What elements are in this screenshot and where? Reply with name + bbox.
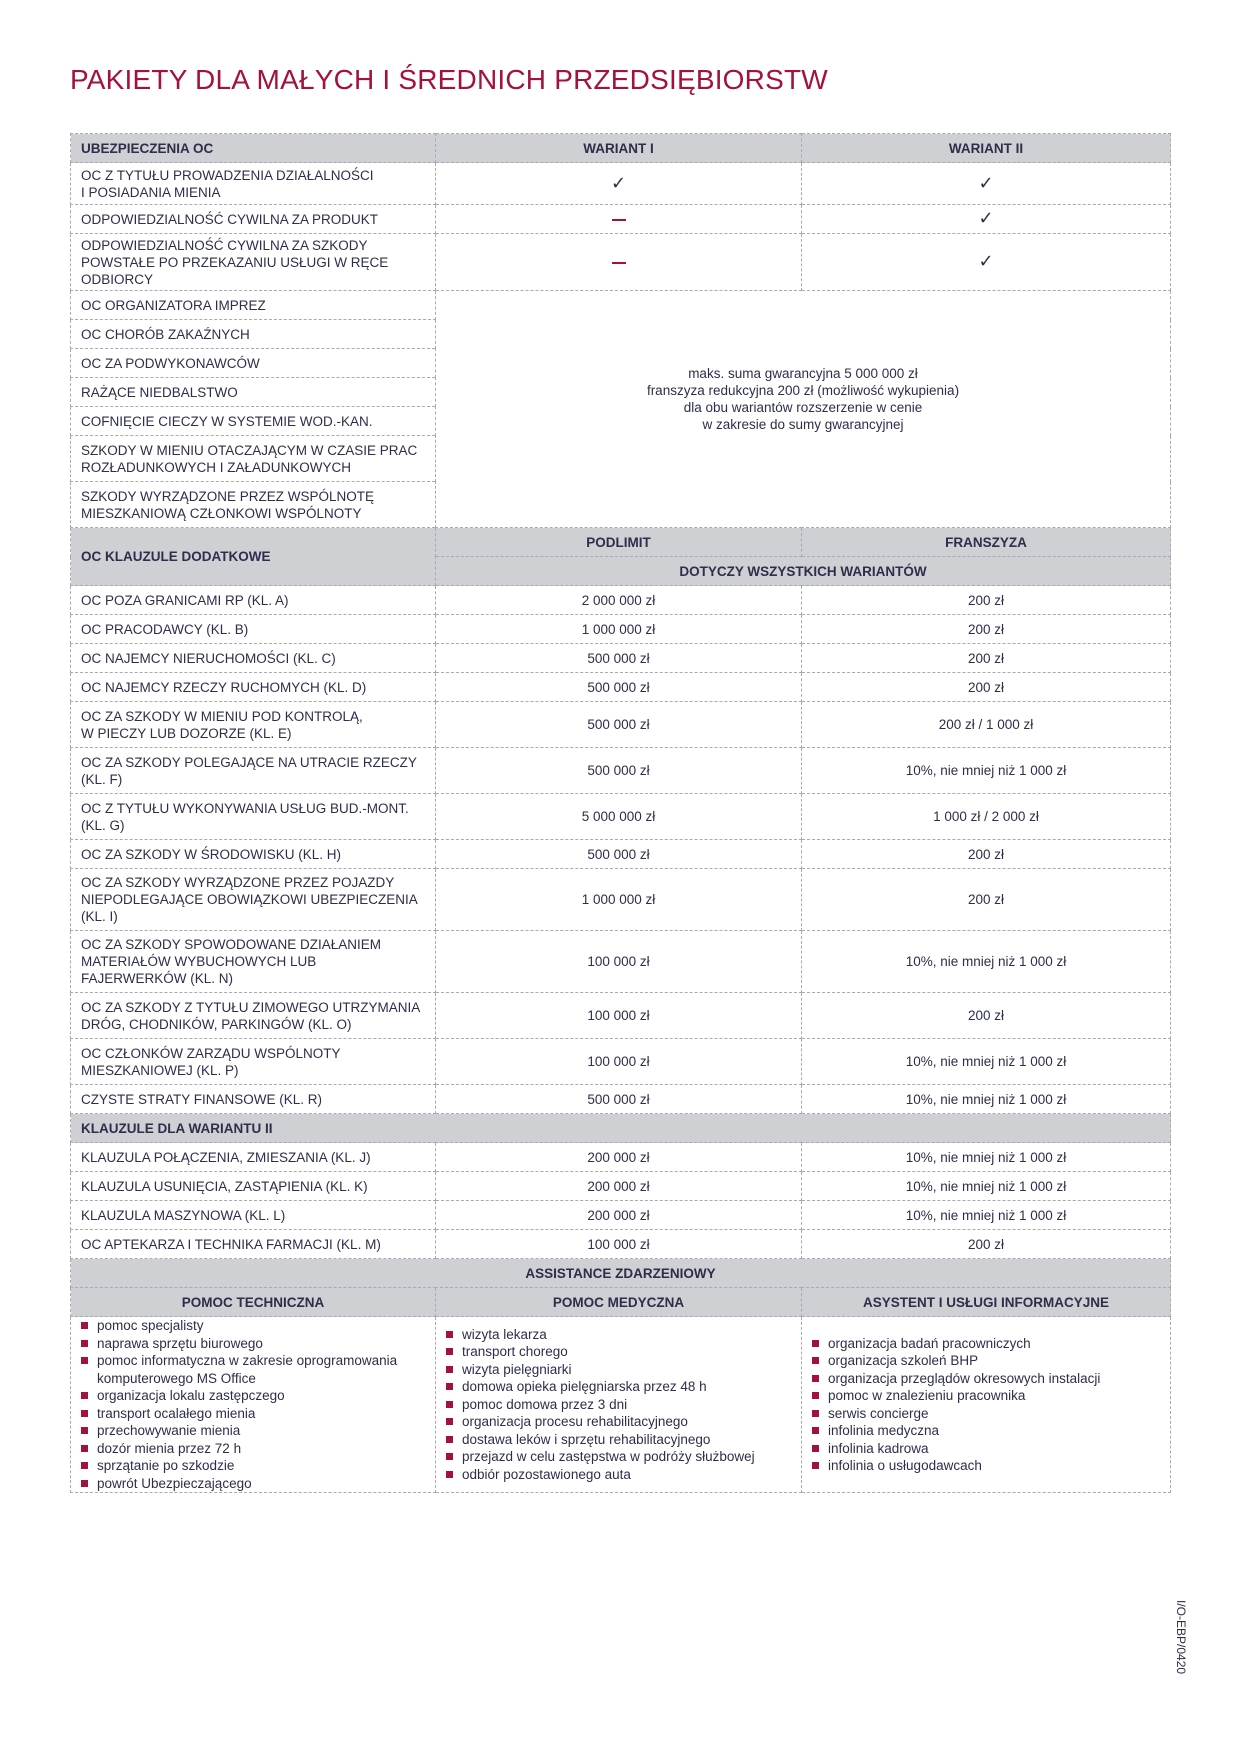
wariant2-label: KLAUZULA MASZYNOWA (KL. L) [71, 1201, 436, 1230]
oc-extra-label: SZKODY WYRZĄDZONE PRZEZ WSPÓLNOTĘ MIESZKANIOWĄ CZŁONKOWI WSPÓLNOTY [71, 482, 436, 528]
list-item [446, 1396, 791, 1414]
wariant-2-value [802, 234, 1171, 291]
klauzula-podlimit: 2 000 000 zł [436, 586, 802, 615]
wariant2-row [71, 1230, 1171, 1259]
klauzula-franszyza: 1 000 zł / 2 000 zł [802, 794, 1171, 840]
wariant2-franszyza: 10%, nie mniej niż 1 000 zł [802, 1201, 1171, 1230]
klauzula-label: OC CZŁONKÓW ZARZĄDU WSPÓLNOTY MIESZKANIOWEJ (KL. P) [71, 1039, 436, 1085]
list-item [81, 1475, 425, 1493]
bullet-square-icon [81, 1340, 88, 1347]
coverage-table [70, 133, 1171, 1493]
klauzula-row [71, 615, 1171, 644]
oc-row [71, 163, 1171, 205]
check-icon: ✓ [610, 172, 627, 193]
list-item-text: pomoc w znalezieniu pracownika [828, 1388, 1026, 1403]
list-item-text: domowa opieka pielęgniarska przez 48 h [462, 1379, 707, 1395]
wariant2-podlimit: 200 000 zł [436, 1172, 802, 1201]
bullet-square-icon [81, 1480, 88, 1487]
document-code: I/O-EBP/0420 [1174, 1600, 1188, 1675]
klauzula-franszyza: 10%, nie mniej niż 1 000 zł [802, 1085, 1171, 1114]
wariant-2-value [802, 205, 1171, 234]
wariant2-franszyza: 200 zł [802, 1230, 1171, 1259]
list-item [446, 1413, 791, 1431]
bullet-square-icon [812, 1357, 819, 1364]
check-icon: ✓ [978, 172, 994, 193]
oc-extra-label: RAŻĄCE NIEDBALSTWO [71, 378, 436, 407]
list-item-text: przejazd w celu zastępstwa w podróży służbowej [462, 1449, 755, 1465]
bullet-square-icon [812, 1340, 819, 1347]
klauzula-row [71, 840, 1171, 869]
klauzula-franszyza: 200 zł [802, 615, 1171, 644]
list-item-text: pomoc informatyczna w zakresie oprogramowania komputerowego MS Office [97, 1353, 398, 1386]
coverage-table-body [71, 134, 1171, 1493]
list-item-text: pomoc domowa przez 3 dni [462, 1396, 628, 1412]
assistance-list [812, 1335, 1160, 1475]
assistance-lists-row [71, 1317, 1171, 1493]
klauzula-franszyza: 200 zł [802, 869, 1171, 931]
list-item [446, 1326, 791, 1344]
klauzula-label: OC POZA GRANICAMI RP (KL. A) [71, 586, 436, 615]
list-item [812, 1422, 1160, 1440]
list-item [446, 1466, 791, 1484]
wariant-2-value [802, 163, 1171, 205]
klauzula-franszyza: 10%, nie mniej niż 1 000 zł [802, 748, 1171, 794]
bullet-square-icon [446, 1366, 453, 1373]
assistance-column-title: ASYSTENT I USŁUGI INFORMACYJNE [802, 1288, 1171, 1317]
klauzula-row [71, 1085, 1171, 1114]
klauzula-podlimit: 500 000 zł [436, 702, 802, 748]
klauzula-franszyza: 200 zł [802, 586, 1171, 615]
oc-row [71, 234, 1171, 291]
klauzula-podlimit: 500 000 zł [436, 644, 802, 673]
klauzula-label: OC PRACODAWCY (KL. B) [71, 615, 436, 644]
oc-extra-label: COFNIĘCIE CIECZY W SYSTEMIE WOD.-KAN. [71, 407, 436, 436]
klauzula-row [71, 869, 1171, 931]
klauzula-label: OC Z TYTUŁU WYKONYWANIA USŁUG BUD.-MONT. (KL. G) [71, 794, 436, 840]
list-item [446, 1431, 791, 1449]
oc-row [71, 205, 1171, 234]
klauzula-franszyza: 200 zł [802, 840, 1171, 869]
wariant-1-value [436, 234, 802, 291]
list-item [812, 1352, 1160, 1370]
wariant2-label: OC APTEKARZA I TECHNIKA FARMACJI (KL. M) [71, 1230, 436, 1259]
list-item-text: infolinia medyczna [828, 1423, 940, 1438]
klauzula-podlimit: 500 000 zł [436, 673, 802, 702]
wariant-1-value [436, 205, 802, 234]
list-item-text: odbiór pozostawionego auta [462, 1466, 631, 1482]
klauzula-row [71, 702, 1171, 748]
klauzula-franszyza: 200 zł [802, 993, 1171, 1039]
wariant2-row [71, 1201, 1171, 1230]
list-item [81, 1335, 425, 1353]
bullet-square-icon [81, 1357, 88, 1364]
klauzule-header-row [71, 528, 1171, 557]
klauzula-label: OC ZA SZKODY POLEGAJĄCE NA UTRACIE RZECZY (KL. F) [71, 748, 436, 794]
list-item [81, 1457, 425, 1475]
assistance-column-title: POMOC TECHNICZNA [71, 1288, 436, 1317]
list-item-text: powrót Ubezpieczającego [97, 1475, 252, 1491]
list-item-text: pomoc specjalisty [97, 1318, 204, 1333]
list-item [81, 1405, 425, 1423]
list-item-text: wizyta lekarza [462, 1326, 547, 1342]
franszyza-header: FRANSZYZA [802, 528, 1171, 557]
klauzula-label: OC ZA SZKODY Z TYTUŁU ZIMOWEGO UTRZYMANIA DRÓG, CHODNIKÓW, PARKINGÓW (KL. O) [71, 993, 436, 1039]
wariant-1-header: WARIANT I [436, 134, 802, 163]
bullet-square-icon [446, 1383, 453, 1390]
wariant2-franszyza: 10%, nie mniej niż 1 000 zł [802, 1172, 1171, 1201]
klauzula-podlimit: 1 000 000 zł [436, 615, 802, 644]
dash-icon [612, 219, 626, 221]
klauzula-row [71, 931, 1171, 993]
list-item [446, 1343, 791, 1361]
list-item [81, 1317, 425, 1335]
list-item-text: organizacja badań pracowniczych [828, 1335, 1031, 1351]
list-item-text: sprzątanie po szkodzie [97, 1458, 235, 1473]
bullet-square-icon [446, 1418, 453, 1425]
list-item-text: organizacja procesu rehabilitacyjnego [462, 1414, 688, 1430]
list-item-text: infolinia kadrowa [828, 1440, 929, 1456]
bullet-square-icon [812, 1427, 819, 1434]
oc-header-label: UBEZPIECZENIA OC [71, 134, 436, 163]
wariant2-header: KLAUZULE DLA WARIANTU II [71, 1114, 1171, 1143]
check-icon: ✓ [978, 251, 994, 271]
list-item-text: serwis concierge [828, 1405, 929, 1421]
klauzula-label: OC ZA SZKODY SPOWODOWANE DZIAŁANIEM MATERIAŁÓW WYBUCHOWYCH LUB FAJERWERKÓW (KL. N) [71, 931, 436, 993]
wariant2-row [71, 1143, 1171, 1172]
bullet-square-icon [446, 1453, 453, 1460]
check-icon: ✓ [978, 208, 994, 228]
wariant-2-header: WARIANT II [802, 134, 1171, 163]
list-item [81, 1387, 425, 1405]
list-item-text: transport ocalałego mienia [97, 1405, 256, 1421]
bullet-square-icon [81, 1445, 88, 1452]
klauzula-podlimit: 100 000 zł [436, 931, 802, 993]
all-variants-subheader: DOTYCZY WSZYSTKICH WARIANTÓW [436, 557, 1171, 586]
dash-icon [612, 262, 626, 264]
klauzula-row [71, 586, 1171, 615]
bullet-square-icon [446, 1471, 453, 1478]
klauzula-label: OC NAJEMCY RZECZY RUCHOMYCH (KL. D) [71, 673, 436, 702]
bullet-square-icon [812, 1462, 819, 1469]
wariant2-podlimit: 200 000 zł [436, 1201, 802, 1230]
list-item-text: infolinia o usługodawcach [828, 1458, 982, 1473]
list-item-text: transport chorego [462, 1344, 568, 1360]
assistance-header: ASSISTANCE ZDARZENIOWY [71, 1259, 1171, 1288]
klauzula-podlimit: 500 000 zł [436, 1085, 802, 1114]
bullet-square-icon [812, 1410, 819, 1417]
list-item [81, 1422, 425, 1440]
assistance-list-cell [71, 1317, 436, 1493]
list-item-text: przechowywanie mienia [97, 1423, 241, 1438]
klauzula-franszyza: 200 zł [802, 673, 1171, 702]
oc-row-label: ODPOWIEDZIALNOŚĆ CYWILNA ZA PRODUKT [71, 205, 436, 234]
list-item [446, 1448, 791, 1466]
klauzula-franszyza: 200 zł / 1 000 zł [802, 702, 1171, 748]
oc-extra-label: OC CHORÓB ZAKAŹNYCH [71, 320, 436, 349]
klauzula-podlimit: 500 000 zł [436, 840, 802, 869]
list-item-text: organizacja przeglądów okresowych instalacji [828, 1370, 1101, 1386]
assistance-list-cell [802, 1317, 1171, 1493]
podlimit-header: PODLIMIT [436, 528, 802, 557]
list-item-text: wizyta pielęgniarki [462, 1361, 572, 1377]
list-item [81, 1440, 425, 1458]
list-item [81, 1352, 425, 1387]
bullet-square-icon [446, 1331, 453, 1338]
list-item-text: dozór mienia przez 72 h [97, 1440, 242, 1456]
klauzula-row [71, 794, 1171, 840]
oc-row-label: OC Z TYTUŁU PROWADZENIA DZIAŁALNOŚCI I POSIADANIA MIENIA [71, 163, 436, 205]
wariant2-row [71, 1172, 1171, 1201]
list-item-text: organizacja szkoleń BHP [828, 1353, 979, 1368]
klauzula-podlimit: 1 000 000 zł [436, 869, 802, 931]
klauzula-franszyza: 10%, nie mniej niż 1 000 zł [802, 1039, 1171, 1085]
bullet-square-icon [446, 1401, 453, 1408]
wariant-1-value [436, 163, 802, 205]
klauzula-label: OC NAJEMCY NIERUCHOMOŚCI (KL. C) [71, 644, 436, 673]
bullet-square-icon [81, 1410, 88, 1417]
klauzula-row [71, 1039, 1171, 1085]
bullet-square-icon [446, 1436, 453, 1443]
klauzula-label: OC ZA SZKODY W MIENIU POD KONTROLĄ, W PIECZY LUB DOZORZE (KL. E) [71, 702, 436, 748]
assistance-list-cell [436, 1317, 802, 1493]
list-item [812, 1457, 1160, 1475]
wariant2-header-row [71, 1114, 1171, 1143]
klauzula-franszyza: 10%, nie mniej niż 1 000 zł [802, 931, 1171, 993]
klauzula-row [71, 644, 1171, 673]
oc-row-label: ODPOWIEDZIALNOŚĆ CYWILNA ZA SZKODY POWSTAŁE PO PRZEKAZANIU USŁUGI W RĘCE ODBIORCY [71, 234, 436, 291]
oc-extra-label: OC ZA PODWYKONAWCÓW [71, 349, 436, 378]
assistance-columns-row [71, 1288, 1171, 1317]
bullet-square-icon [81, 1427, 88, 1434]
oc-extra-row [71, 291, 1171, 320]
klauzula-label: CZYSTE STRATY FINANSOWE (KL. R) [71, 1085, 436, 1114]
list-item [812, 1405, 1160, 1423]
merged-coverage-note: maks. suma gwarancyjna 5 000 000 zł franszyza redukcyjna 200 zł (możliwość wykupienia) dla obu wariantów rozszerzenie w cenie w zakresie do sumy gwarancyjnej [436, 291, 1171, 528]
bullet-square-icon [812, 1392, 819, 1399]
klauzula-label: OC ZA SZKODY WYRZĄDZONE PRZEZ POJAZDY NIEPODLEGAJĄCE OBOWIĄZKOWI UBEZPIECZENIA (KL. I) [71, 869, 436, 931]
bullet-square-icon [812, 1375, 819, 1382]
list-item [446, 1378, 791, 1396]
list-item [812, 1387, 1160, 1405]
bullet-square-icon [81, 1462, 88, 1469]
list-item [812, 1370, 1160, 1388]
oc-header-row [71, 134, 1171, 163]
wariant2-label: KLAUZULA POŁĄCZENIA, ZMIESZANIA (KL. J) [71, 1143, 436, 1172]
list-item [812, 1440, 1160, 1458]
list-item-text: naprawa sprzętu biurowego [97, 1335, 263, 1351]
assistance-list [446, 1326, 791, 1484]
assistance-column-title: POMOC MEDYCZNA [436, 1288, 802, 1317]
list-item-text: dostawa leków i sprzętu rehabilitacyjnego [462, 1431, 711, 1447]
klauzula-franszyza: 200 zł [802, 644, 1171, 673]
klauzula-row [71, 673, 1171, 702]
assistance-header-row [71, 1259, 1171, 1288]
oc-extra-label: SZKODY W MIENIU OTACZAJĄCYM W CZASIE PRAC ROZŁADUNKOWYCH I ZAŁADUNKOWYCH [71, 436, 436, 482]
list-item [812, 1335, 1160, 1353]
klauzule-header-label: OC KLAUZULE DODATKOWE [71, 528, 436, 586]
klauzula-podlimit: 5 000 000 zł [436, 794, 802, 840]
bullet-square-icon [812, 1445, 819, 1452]
bullet-square-icon [81, 1322, 88, 1329]
list-item-text: organizacja lokalu zastępczego [97, 1388, 285, 1403]
wariant2-label: KLAUZULA USUNIĘCIA, ZASTĄPIENIA (KL. K) [71, 1172, 436, 1201]
wariant2-podlimit: 100 000 zł [436, 1230, 802, 1259]
wariant2-podlimit: 200 000 zł [436, 1143, 802, 1172]
page-title: PAKIETY DLA MAŁYCH I ŚREDNICH PRZEDSIĘBIORSTW [70, 64, 828, 95]
klauzula-podlimit: 100 000 zł [436, 993, 802, 1039]
oc-extra-label: OC ORGANIZATORA IMPREZ [71, 291, 436, 320]
wariant2-franszyza: 10%, nie mniej niż 1 000 zł [802, 1143, 1171, 1172]
list-item [446, 1361, 791, 1379]
klauzula-row [71, 993, 1171, 1039]
bullet-square-icon [446, 1348, 453, 1355]
klauzula-podlimit: 100 000 zł [436, 1039, 802, 1085]
klauzula-row [71, 748, 1171, 794]
bullet-square-icon [81, 1392, 88, 1399]
klauzula-podlimit: 500 000 zł [436, 748, 802, 794]
assistance-list [81, 1317, 425, 1492]
klauzula-label: OC ZA SZKODY W ŚRODOWISKU (KL. H) [71, 840, 436, 869]
